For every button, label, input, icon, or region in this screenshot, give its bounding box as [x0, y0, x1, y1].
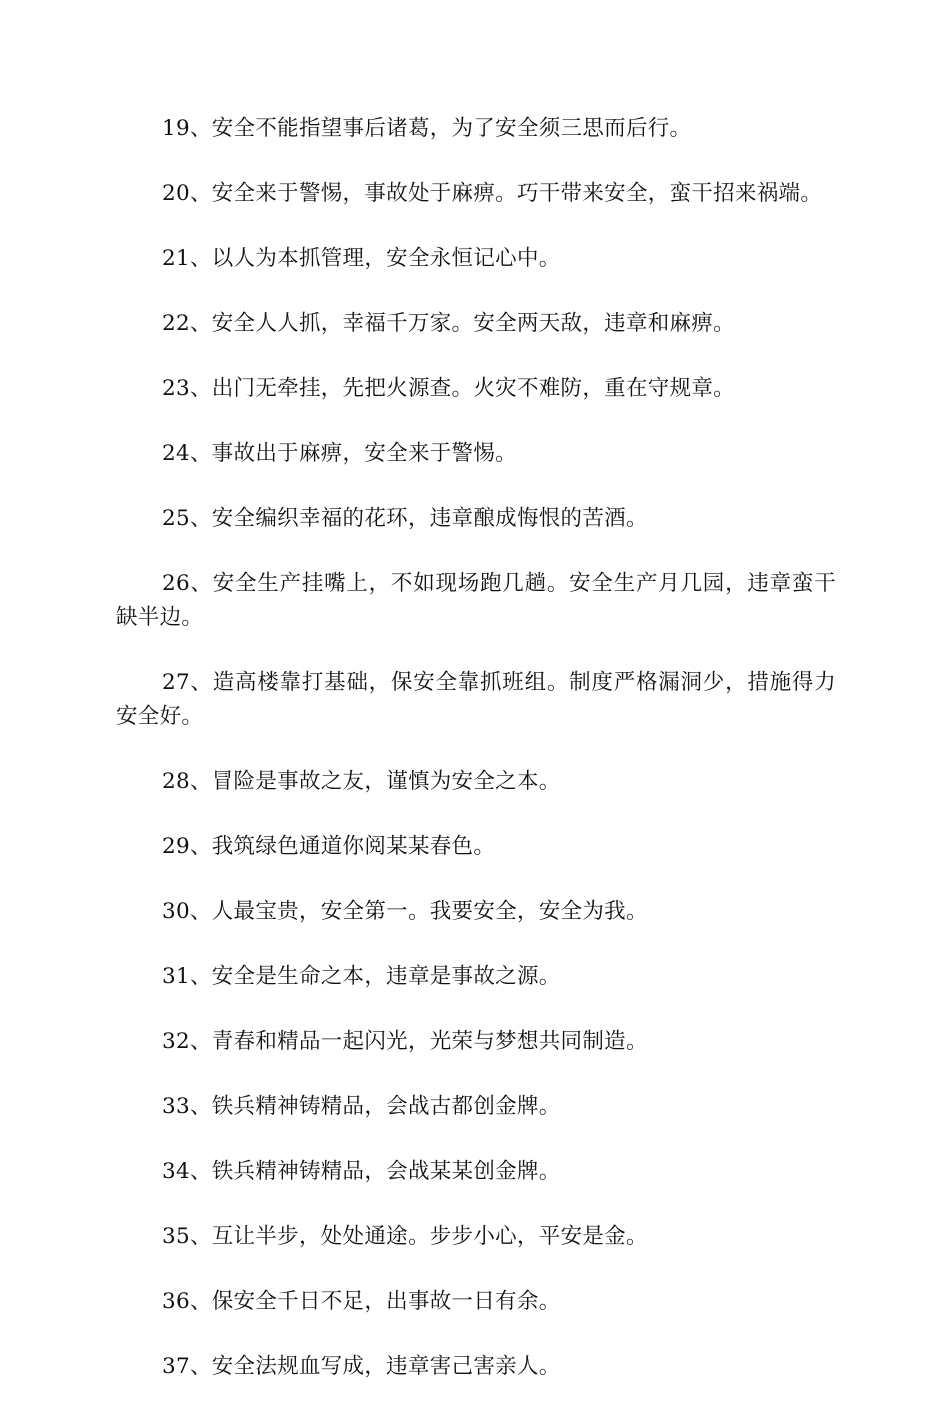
list-item: 27、造高楼靠打基础，保安全靠抓班组。制度严格漏洞少，措施得力安全好。: [116, 670, 836, 729]
document-body: [116, 112, 836, 1415]
list-item: 26、安全生产挂嘴上，不如现场跑几趟。安全生产月几园，违章蛮干缺半边。: [116, 571, 836, 630]
list-item: 31、安全是生命之本，违章是事故之源。: [162, 964, 561, 989]
list-item: 30、人最宝贵，安全第一。我要安全，安全为我。: [162, 899, 648, 924]
list-item: 24、事故出于麻痹，安全来于警惕。: [162, 441, 517, 466]
list-item: 22、安全人人抓，幸福千万家。安全两天敌，违章和麻痹。: [162, 311, 735, 336]
list-item: 36、保安全千日不足，出事故一日有余。: [162, 1289, 561, 1314]
list-item: 21、以人为本抓管理，安全永恒记心中。: [162, 246, 561, 271]
list-item: 29、我筑绿色通道你阅某某春色。: [162, 834, 496, 859]
list-item: 34、铁兵精神铸精品，会战某某创金牌。: [162, 1159, 561, 1184]
list-item: 32、青春和精品一起闪光，光荣与梦想共同制造。: [162, 1029, 648, 1054]
list-item: 37、安全法规血写成，违章害己害亲人。: [162, 1354, 561, 1379]
list-item: 19、安全不能指望事后诸葛，为了安全须三思而后行。: [162, 116, 692, 141]
list-item: 20、安全来于警惕，事故处于麻痹。巧干带来安全，蛮干招来祸端。: [162, 181, 823, 206]
list-item: 35、互让半步，处处通途。步步小心，平安是金。: [162, 1224, 648, 1249]
list-item: 25、安全编织幸福的花环，违章酿成悔恨的苦酒。: [162, 506, 648, 531]
list-item: 33、铁兵精神铸精品，会战古都创金牌。: [162, 1094, 561, 1119]
list-item: 28、冒险是事故之友，谨慎为安全之本。: [162, 769, 561, 794]
list-item: 23、出门无牵挂，先把火源查。火灾不难防，重在守规章。: [162, 376, 735, 401]
